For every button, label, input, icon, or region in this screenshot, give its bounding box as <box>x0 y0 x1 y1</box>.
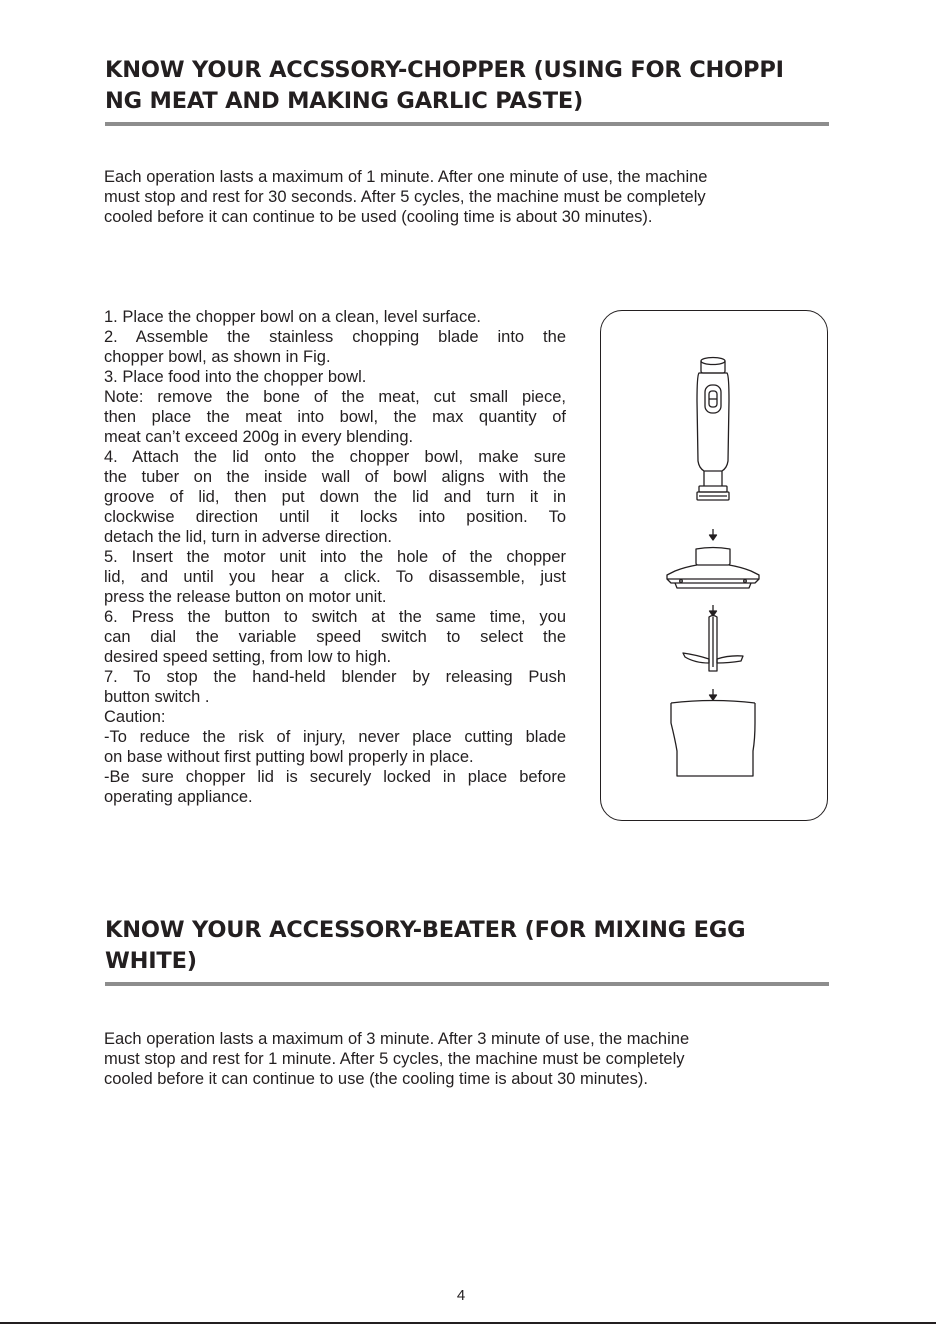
step-line: 1. Place the chopper bowl on a clean, level surface. <box>104 308 481 326</box>
step-line: Note: remove the bone of the meat, cut small piece, <box>104 388 566 406</box>
beater-intro <box>104 1029 834 1089</box>
step-line: 6. Press the button to switch at the same time, you <box>104 608 566 626</box>
beater-heading <box>105 915 745 977</box>
step-line: press the release button on motor unit. <box>104 588 387 606</box>
intro-line: must stop and rest for 30 seconds. After 5 cycles, the machine must be completely <box>104 188 706 206</box>
chopping-blade-drawing <box>683 616 743 672</box>
step-line: can dial the variable speed switch to select the <box>104 628 566 646</box>
step-line: 3. Place food into the chopper bowl. <box>104 368 367 386</box>
step-line: lid, and until you hear a click. To disassemble, just <box>104 568 566 586</box>
arrow-down-icon <box>710 689 717 700</box>
arrow-down-icon <box>710 529 717 540</box>
chopper-assembly-illustration <box>601 311 829 822</box>
heading-line: WHITE) <box>105 948 197 974</box>
heading-line: KNOW YOUR ACCSSORY-CHOPPER (USING FOR CHOPPI <box>105 57 784 83</box>
step-line: the tuber on the inside wall of bowl aligns with the <box>104 468 566 486</box>
motor-unit-drawing <box>697 358 729 501</box>
intro-line: cooled before it can continue to use (the cooling time is about 30 minutes). <box>104 1070 648 1088</box>
intro-line: must stop and rest for 1 minute. After 5 cycles, the machine must be completely <box>104 1050 685 1068</box>
step-line: detach the lid, turn in adverse direction. <box>104 528 393 546</box>
step-line: chopper bowl, as shown in Fig. <box>104 348 331 366</box>
intro-line: cooled before it can continue to be used (cooling time is about 30 minutes). <box>104 208 653 226</box>
step-line: desired speed setting, from low to high. <box>104 648 392 666</box>
chopper-steps <box>104 307 566 807</box>
chopper-heading-rule <box>105 122 829 126</box>
heading-line: NG MEAT AND MAKING GARLIC PASTE) <box>105 88 584 114</box>
chopper-intro <box>104 167 834 227</box>
intro-line: Each operation lasts a maximum of 1 minute. After one minute of use, the machine <box>104 168 708 186</box>
chopper-bowl-drawing <box>671 701 755 777</box>
step-line: meat can’t exceed 200g in every blending. <box>104 428 414 446</box>
step-line: groove of lid, then put down the lid and turn it in <box>104 488 566 506</box>
step-line: 2. Assemble the stainless chopping blade into the <box>104 328 566 346</box>
step-line: then place the meat into bowl, the max quantity of <box>104 408 566 426</box>
step-line: -Be sure chopper lid is securely locked in place before <box>104 768 566 786</box>
step-line: 5. Insert the motor unit into the hole of the chopper <box>104 548 566 566</box>
chopper-lid-drawing <box>667 548 759 589</box>
step-line: 7. To stop the hand-held blender by releasing Push <box>104 668 566 686</box>
step-line: on base without first putting bowl properly in place. <box>104 748 474 766</box>
step-line: button switch . <box>104 688 210 706</box>
intro-line: Each operation lasts a maximum of 3 minute. After 3 minute of use, the machine <box>104 1030 690 1048</box>
chopper-heading <box>105 55 784 117</box>
chopper-assembly-figure <box>600 310 828 821</box>
step-line: Caution: <box>104 708 166 726</box>
step-line: operating appliance. <box>104 788 253 806</box>
step-line: 4. Attach the lid onto the chopper bowl, make sure <box>104 448 566 466</box>
step-line: clockwise direction until it locks into position. To <box>104 508 566 526</box>
step-line: -To reduce the risk of injury, never place cutting blade <box>104 728 566 746</box>
page-number: 4 <box>456 1287 466 1304</box>
heading-line: KNOW YOUR ACCESSORY-BEATER (FOR MIXING EGG <box>105 917 746 943</box>
arrow-down-icon <box>710 605 717 616</box>
beater-heading-rule <box>105 982 829 986</box>
